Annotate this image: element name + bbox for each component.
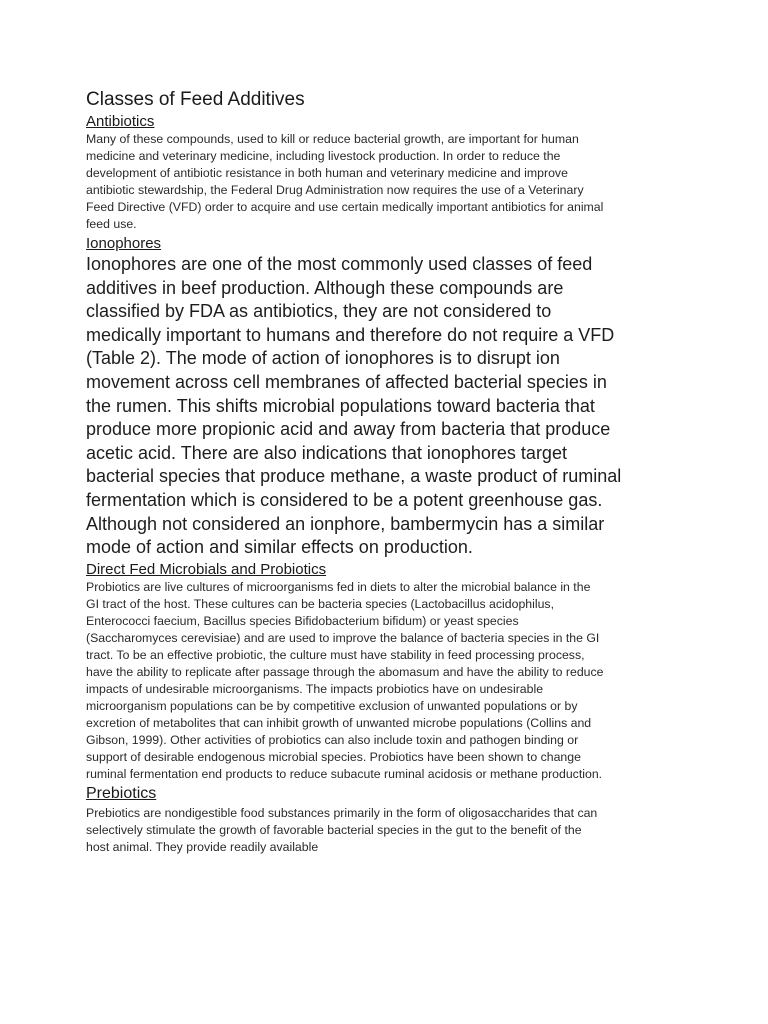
section-body-prebiotics: Prebiotics are nondigestible food substances primarily in the form of oligosaccharides that can selectively stimulate the growth of favorable bacterial species in the gut to the benefit of the host animal. They provide readily available bbox=[86, 805, 598, 854]
section-body-ionophores: Ionophores are one of the most commonly used classes of feed additives in beef production. Although these compounds are classified by FDA as antibiotics, they are not considered to medically important to humans and therefore do not require a VFD (Table 2). The mode of action of ionophores is to disrupt ion movement across cell membranes of affected bacterial species in the rumen. This shifts microbial populations toward bacteria that produce more propionic acid and away from bacteria that produce acetic acid. There are also indications that ionophores target bacterial species that produce methane, a waste product of ruminal fermentation which is considered to be a potent greenhouse gas. Although not considered an ionphore, bambermycin has a similar mode of action and similar effects on production. bbox=[86, 254, 622, 558]
document-content bbox=[86, 88, 622, 856]
section-heading-direct-fed-microbials: Direct Fed Microbials and Probiotics bbox=[86, 560, 327, 578]
section-body-direct-fed-microbials: Probiotics are live cultures of microorganisms fed in diets to alter the microbial balance in the GI tract of the host. These cultures can be bacteria species (Lactobacillus acidophilus, Enterococci faecium, Bacillus species Bifidobacterium bifidum) or yeast species (Saccharomyces cerevisiae) and are used to improve the balance of bacteria species in the GI tract. To be an effective probiotic, the culture must have stability in feed processing process, have the ability to replicate after passage through the abomasum and have the ability to reduce impacts of undesirable microorganisms. The impacts probiotics have on undesirable microorganism populations can be by competitive exclusion of unwanted populations or by excretion of metabolites that can inhibit growth of unwanted microbe populations (Collins and Gibson, 1999). Other activities of probiotics can also include toxin and pathogen binding or support of desirable endogenous microbial species. Probiotics have been shown to change ruminal fermentation end products to reduce subacute ruminal acidosis or methane production. bbox=[86, 579, 604, 781]
section-heading-antibiotics: Antibiotics bbox=[86, 113, 155, 130]
section-heading-ionophores: Ionophores bbox=[86, 235, 162, 252]
document-title: Classes of Feed Additives bbox=[86, 89, 305, 110]
section-body-antibiotics: Many of these compounds, used to kill or reduce bacterial growth, are important for human medicine and veterinary medicine, including livestock production. In order to reduce the development of antibiotic resistance in both human and veterinary medicine and improve antibiotic stewardship, the Federal Drug Administration now requires the use of a Veterinary Feed Directive (VFD) order to acquire and use certain medically important antibiotics for animal feed use. bbox=[86, 132, 604, 231]
section-heading-prebiotics: Prebiotics bbox=[86, 784, 157, 802]
